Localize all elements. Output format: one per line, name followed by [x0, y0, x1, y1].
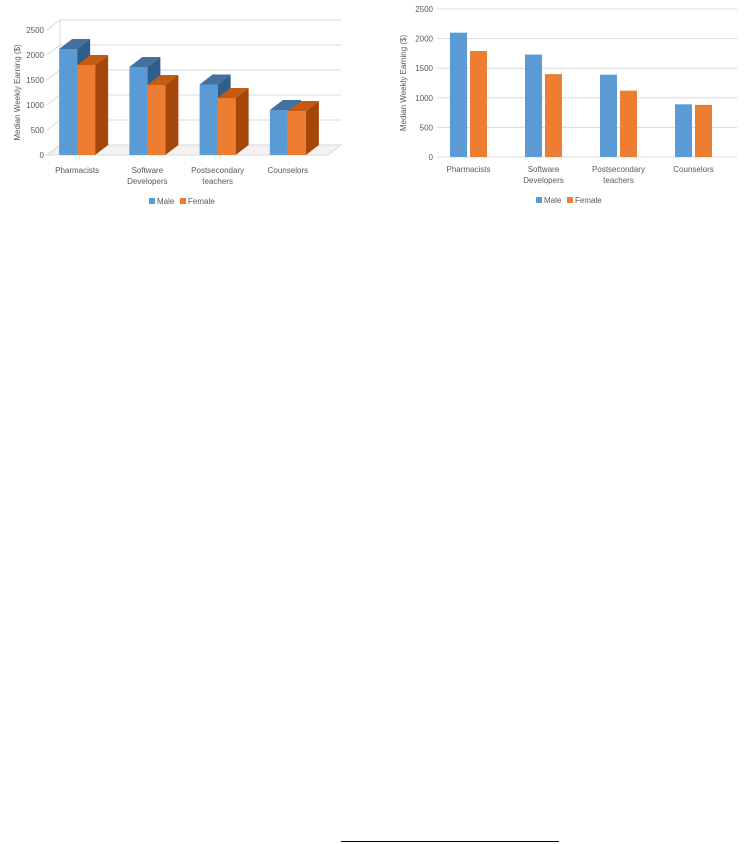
bar-male [129, 67, 147, 155]
gridline-side [47, 95, 60, 105]
bar-male [525, 55, 542, 157]
bar-female [147, 85, 165, 155]
y-tick-label: 2500 [26, 26, 44, 35]
x-tick-label: Developers [127, 177, 168, 186]
chart-2d-median-weekly-earning [395, 0, 740, 215]
x-tick-label: Postsecondary [592, 165, 645, 174]
legend-label-male: Male [157, 197, 175, 206]
x-tick-label: Counselors [673, 165, 714, 174]
x-tick-label: Postsecondary [191, 166, 245, 175]
bar-male [450, 33, 467, 157]
gridline-side [47, 45, 60, 55]
bar-side-female [236, 88, 249, 155]
bar-female [545, 74, 562, 157]
legend-label-female: Female [575, 196, 602, 205]
bar-female [470, 51, 487, 157]
y-tick-label: 500 [30, 126, 44, 135]
y-tick-label: 2000 [26, 51, 44, 60]
y-tick-label: 2000 [415, 34, 433, 44]
y-tick-label: 500 [419, 123, 433, 133]
y-tick-label: 1000 [415, 93, 433, 103]
x-tick-label: Developers [523, 176, 564, 185]
gridline-side [47, 20, 60, 30]
x-tick-label: Software [131, 166, 164, 175]
bar-male [270, 110, 288, 155]
bar-male [675, 104, 692, 157]
gridline-side [47, 120, 60, 130]
y-tick-label: 1500 [26, 76, 44, 85]
bar-female [288, 111, 306, 155]
y-tick-label: 1500 [415, 64, 433, 74]
legend-label-male: Male [544, 196, 562, 205]
y-tick-label: 0 [39, 151, 44, 160]
bar-female [620, 91, 637, 157]
bar-female [695, 105, 712, 157]
legend-swatch-male [536, 197, 542, 203]
y-tick-label: 1000 [26, 101, 44, 110]
bar-side-female [165, 75, 178, 155]
legend-swatch-female [180, 198, 186, 204]
bar-male [600, 75, 617, 157]
legend-swatch-male [149, 198, 155, 204]
gridline-side [47, 70, 60, 80]
y-axis-label: Median Weekly Earning ($) [399, 34, 408, 132]
bar-female [77, 65, 95, 155]
chart-3d-svg [0, 0, 360, 215]
y-tick-label: 0 [428, 153, 433, 162]
y-axis-label: Median Weekly Earning ($) [13, 44, 22, 141]
footnote-rule [341, 841, 559, 842]
y-tick-label: 2500 [415, 5, 433, 14]
chart-3d-median-weekly-earning [0, 0, 360, 215]
legend-label-female: Female [188, 197, 215, 206]
bar-male [200, 85, 218, 156]
x-tick-label: teachers [603, 176, 634, 185]
x-tick-label: teachers [202, 177, 233, 186]
bar-male [59, 49, 77, 155]
bar-female [218, 98, 236, 155]
legend-swatch-female [567, 197, 573, 203]
x-tick-label: Software [527, 165, 560, 174]
x-tick-label: Counselors [267, 166, 309, 175]
bar-side-female [95, 55, 108, 155]
chart-2d-svg [395, 0, 740, 215]
x-tick-label: Pharmacists [446, 165, 491, 174]
x-tick-label: Pharmacists [55, 166, 100, 175]
